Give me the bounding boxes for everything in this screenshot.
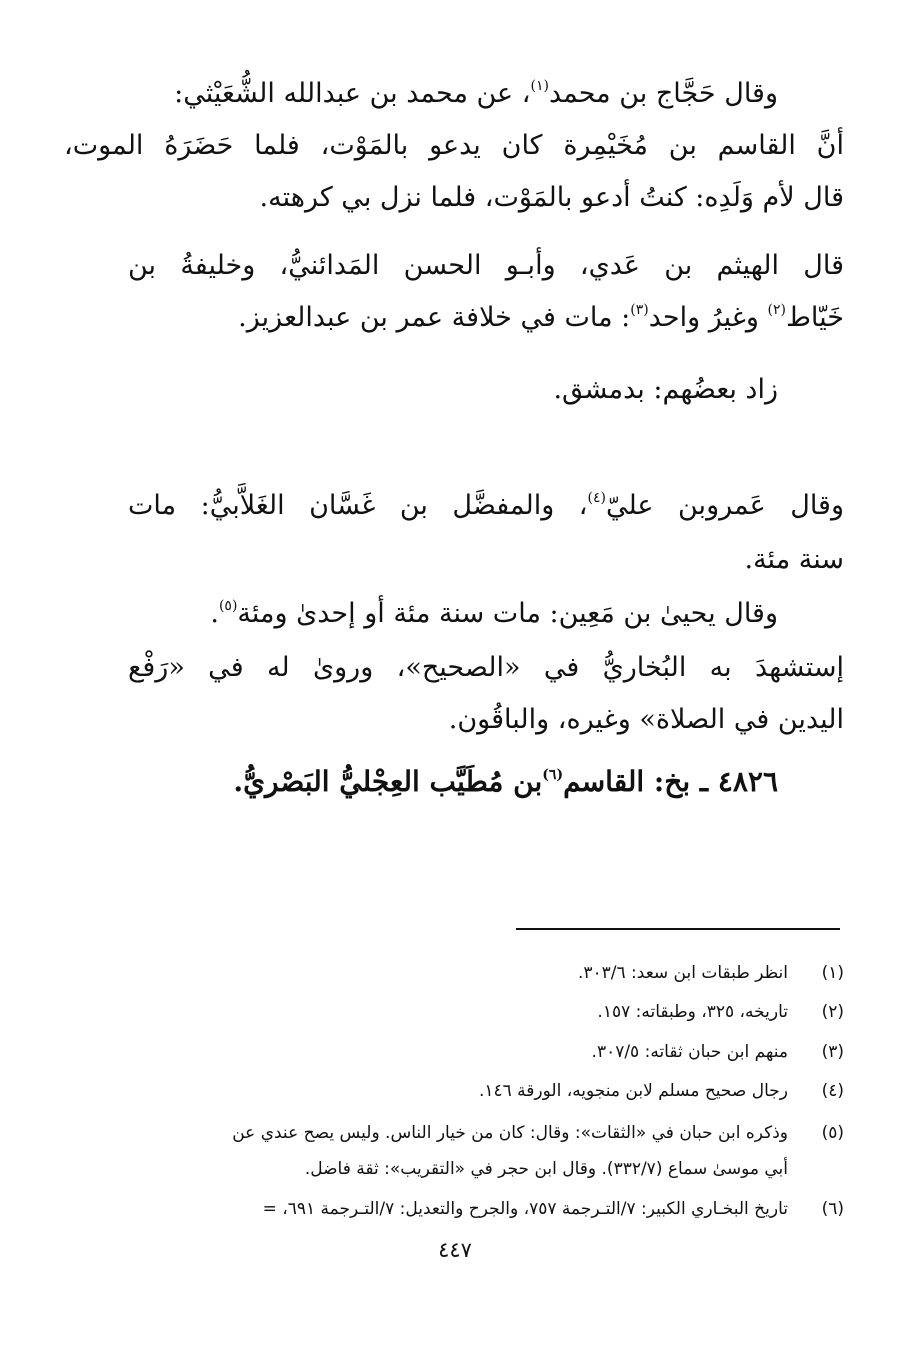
text-line [138, 74, 778, 114]
text-line: سنة مئة. [744, 544, 844, 575]
footnote-text: أبي موسىٰ سماع (٣٣٢/٧). وقال ابن حجر في «التقريب»: ثقة فاضل. [304, 1159, 788, 1179]
footnote-text: وذكره ابن حبان في «الثقات»: وقال: كان من خيار الناس. وليس يصح عندي عن [232, 1123, 788, 1143]
text-line: إستشهدَ به البُخاريُّ في «الصحيح»، وروىٰ له في «رَفْع [128, 652, 844, 683]
text-run: وقال عَمروبن عليّ [605, 490, 844, 521]
entry-number: ٤٨٢٦ [717, 765, 778, 798]
footnote-ref[interactable]: (٢) [767, 302, 786, 318]
text-run: ، والمفضَّل بن غَسَّان الغَلاَّبيُّ: مات [128, 490, 588, 521]
text-line: قال الهيثم بن عَدي، وأبـو الحسن المَدائنيُّ، وخليفةُ بن [128, 250, 844, 281]
footnote-text: رجال صحيح مسلم لابن منجويه، الورقة ١٤٦. [478, 1081, 788, 1101]
footnote-ref[interactable]: (١) [530, 78, 549, 94]
entry-symbol: بخ [664, 765, 691, 798]
text-line [138, 594, 778, 634]
text-run: : مات في خلافة عمر بن عبدالعزيز. [238, 302, 631, 333]
footnote-ref[interactable]: (٦) [542, 767, 564, 783]
footnote-text: تاريخه، ٣٢٥، وطبقاته: ١٥٧. [597, 1002, 788, 1022]
footnote-ref[interactable]: (٥) [218, 598, 238, 614]
footnote-text: منهم ابن حبان ثقاته: ٣٠٧/٥. [591, 1042, 788, 1062]
text-run: وقال يحيىٰ بن مَعِين: مات سنة مئة أو إحدىٰ ومئة [237, 598, 778, 629]
text-line [64, 298, 844, 338]
text-run: وغيرُ واحد [648, 302, 768, 333]
footnote-number: (١) [821, 963, 844, 983]
text-line: قال لأم وَلَدِه: كنتُ أدعو بالمَوْت، فلما نزل بي كرهته. [259, 182, 844, 213]
entry-name: بن مُطَيَّب العِجْليُّ البَصْريُّ. [233, 765, 543, 798]
entry-heading: ٤٨٢٦ ـ بخ: القاسم$^{(٦)}$بن مُطَيَّب العِجْليُّ البَصْريُّ. [233, 765, 778, 798]
footnote-number: (٤) [821, 1081, 844, 1101]
text-run: خَيّاط [785, 302, 844, 333]
text-line: زاد بعضُهم: بدمشق. [553, 374, 778, 405]
footnote-number: (٣) [821, 1042, 844, 1062]
footnote-ref[interactable]: (٤) [587, 490, 606, 506]
footnote-number: (٦) [821, 1199, 844, 1219]
text-run: . [210, 598, 219, 629]
page-number: ٤٤٧ [438, 1238, 472, 1262]
footnote-text: انظر طبقات ابن سعد: ٣٠٣/٦. [577, 963, 788, 983]
text-line: أنَّ القاسم بن مُخَيْمِرة كان يدعو بالمَوْت، فلما حَضَرَهُ الموت، [64, 130, 844, 161]
footnote-number: (٥) [821, 1123, 844, 1143]
entry-name: القاسم [563, 765, 645, 798]
footnote-text: تاريخ البخـاري الكبير: ٧/التـرجمة ٧٥٧، والجرح والتعديل: ٧/التـرجمة ٦٩١، = [262, 1199, 788, 1219]
text-run: وقال حَجَّاج بن محمد [548, 78, 778, 109]
text-run: ، عن محمد بن عبدالله الشُّعَيْثي: [174, 78, 531, 109]
footnote-ref[interactable]: (٣) [630, 302, 649, 318]
footnote-number: (٢) [821, 1002, 844, 1022]
text-line: اليدين في الصلاة» وغيره، والباقُون. [448, 704, 844, 735]
footnote-separator [516, 928, 840, 930]
text-line [128, 486, 844, 526]
